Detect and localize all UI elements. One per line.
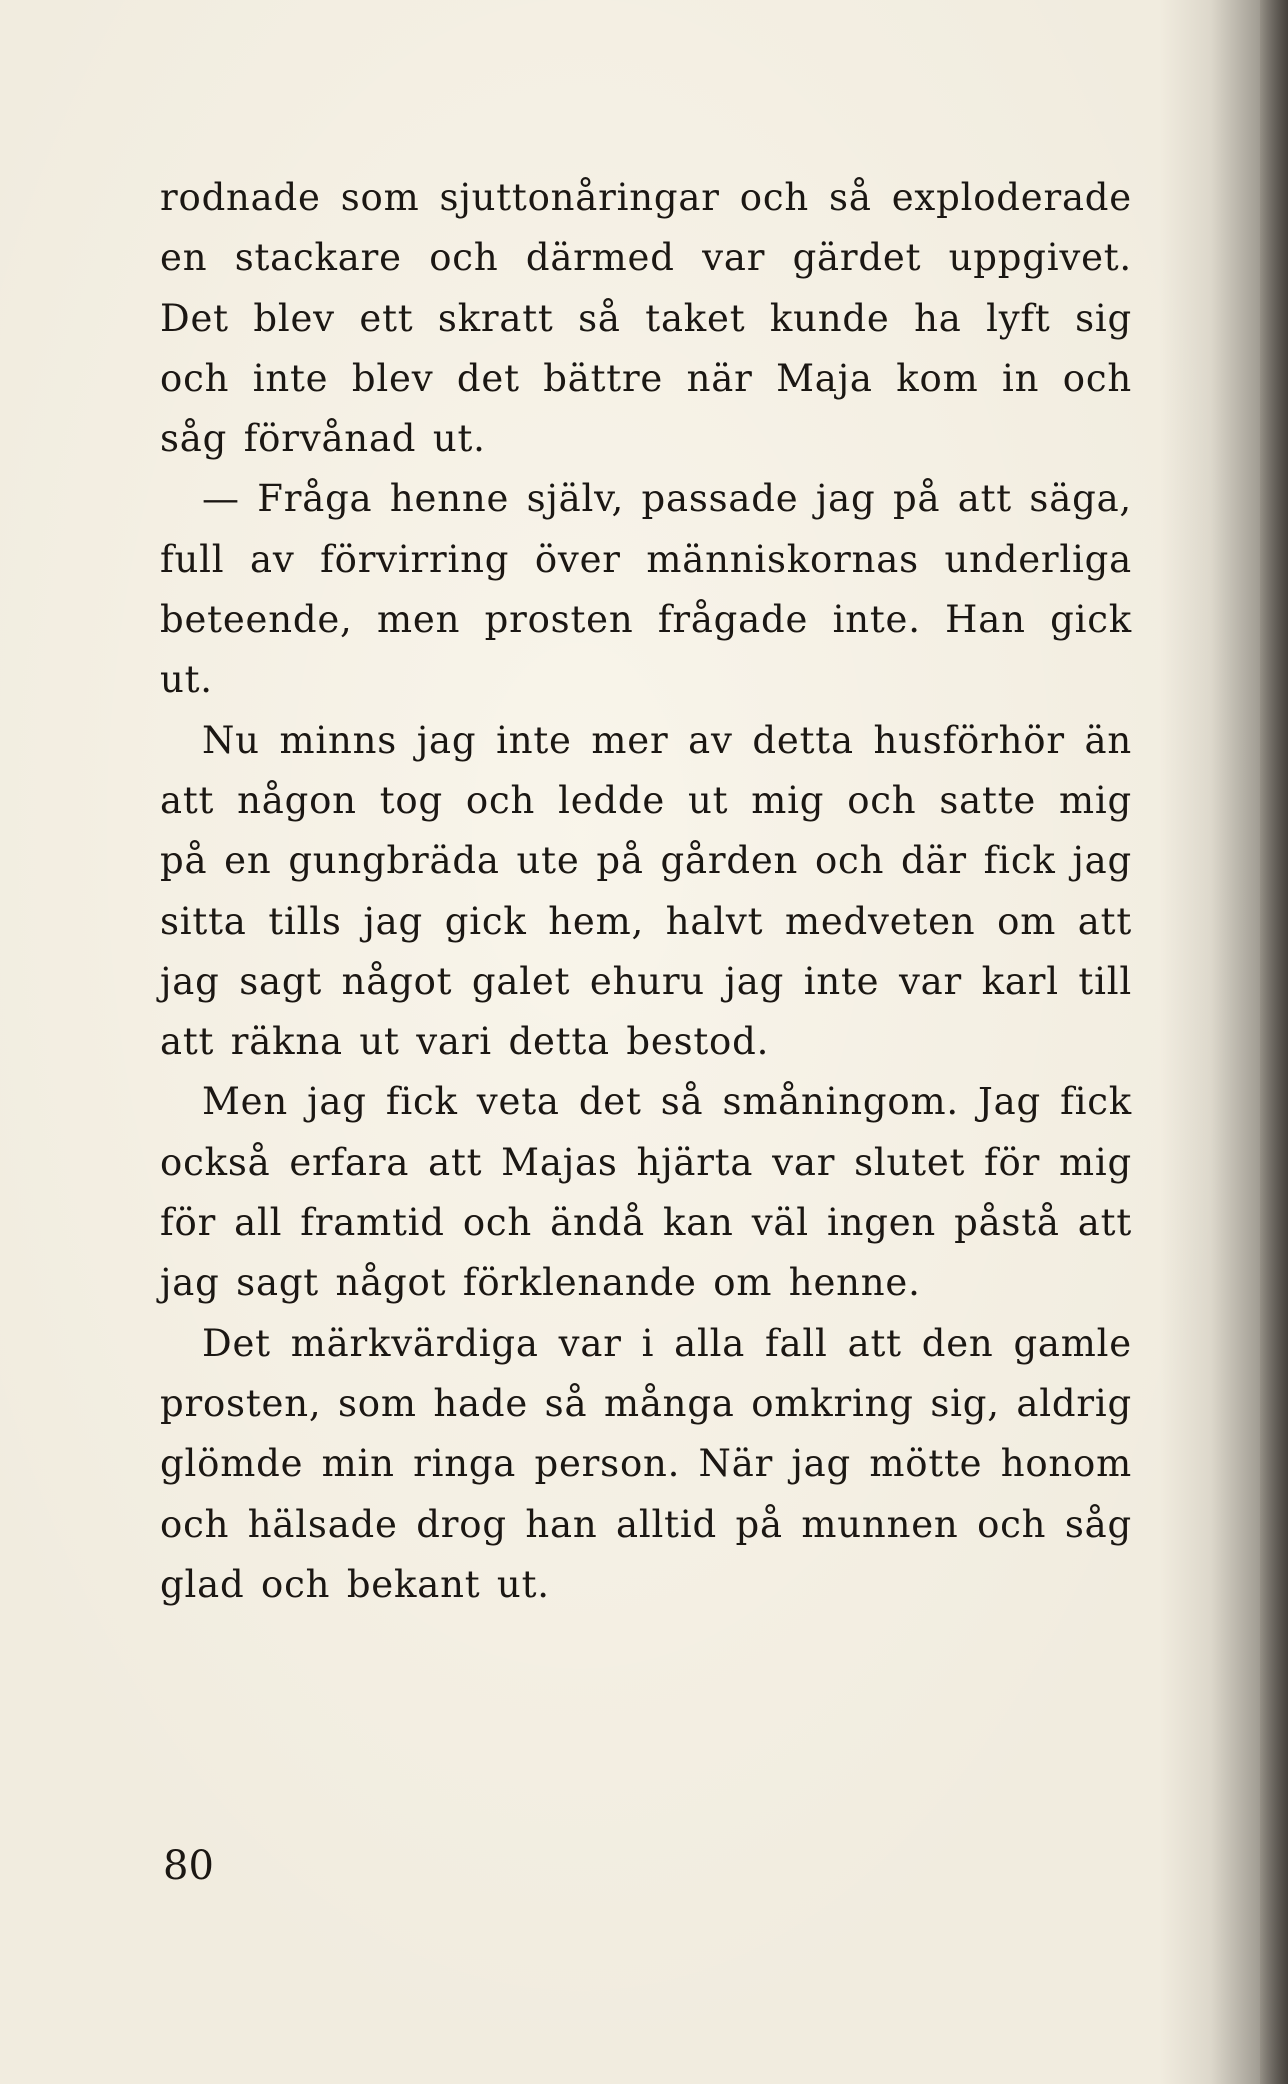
- paragraph: Nu minns jag inte mer av detta husförhör än att någon tog och ledde ut mig och satte mig på en gungbräda ute på gården och där fick jag sitta tills jag gick hem, halvt medveten om att jag sagt något galet ehuru jag inte var karl till att räkna ut vari detta bestod.: [160, 718, 1132, 1064]
- page-number: 80: [163, 1843, 214, 1889]
- paragraph-continuation: rodnade som sjuttonåringar och så exploderade en stackare och därmed var gärdet uppgivet. Det blev ett skratt så taket kunde ha lyft sig och inte blev det bättre när Maja kom in och såg förvånad ut.: [160, 176, 1132, 461]
- paragraph: Men jag fick veta det så småningom. Jag fick också erfara att Majas hjärta var slutet för mig för all framtid och ändå kan väl ingen påstå att jag sagt något förklenande om henne.: [160, 1080, 1132, 1305]
- page-gutter-shadow: [1260, 0, 1288, 2084]
- body-text: [160, 168, 1132, 1615]
- paragraph: Det märkvärdiga var i alla fall att den gamle prosten, som hade så många omkring sig, aldrig glömde min ringa person. När jag mötte honom och hälsade drog han alltid på munnen och såg glad och bekant ut.: [160, 1321, 1132, 1606]
- paragraph-dialogue: — Fråga henne själv, passade jag på att säga, full av förvirring över människornas underliga beteende, men prosten frågade inte. Han gick ut.: [160, 477, 1132, 702]
